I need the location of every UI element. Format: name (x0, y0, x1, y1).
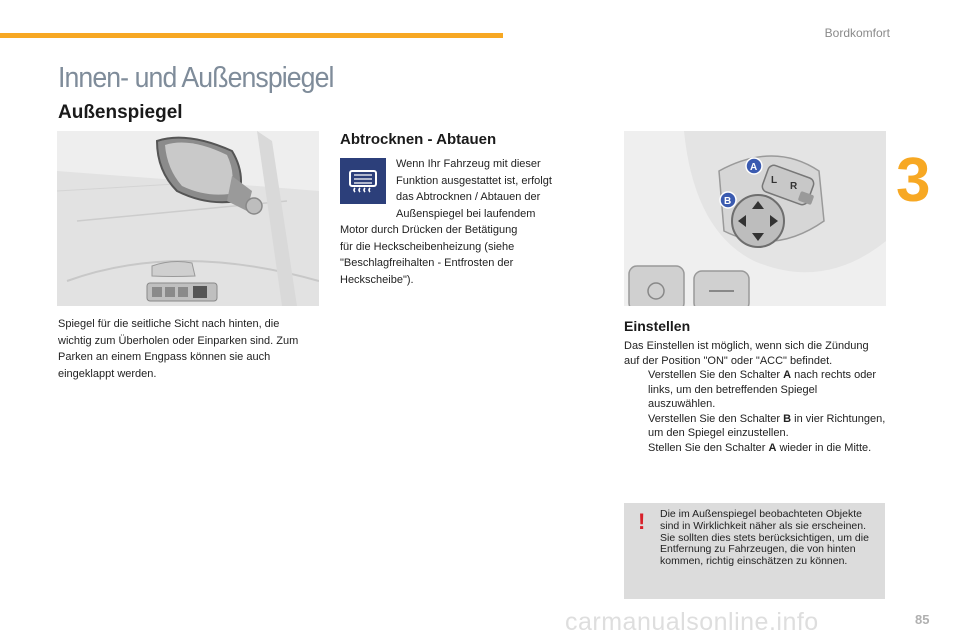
mirror-switch-photo (624, 131, 886, 306)
adjust-steps (624, 368, 886, 455)
section-label: Bordkomfort (824, 26, 890, 40)
watermark: carmanualsonline.info (565, 608, 819, 636)
switch-label-r: R (790, 181, 798, 192)
list-item: Verstellen Sie den Schalter B in vier Richtungen, um den Spiegel einzustellen. (648, 412, 886, 439)
defrost-description (340, 156, 580, 288)
top-accent-bar (0, 33, 503, 38)
defrost-line: das Abtrocknen / Abtauen der (396, 191, 541, 203)
list-item: Stellen Sie den Schalter A wieder in die Mitte. (648, 441, 872, 454)
adjust-intro: Das Einstellen ist möglich, wenn sich die Zündung auf der Position "ON" oder "ACC" befindet. (624, 340, 869, 367)
list-item: Verstellen Sie den Schalter A nach rechts oder links, um den betreffenden Spiegel auszuwählen. (648, 369, 877, 410)
defrost-line: für die Heckscheibenheizung (siehe (340, 240, 515, 253)
defrost-line: Funktion ausgestattet ist, erfolgt (396, 174, 552, 187)
warning-box (624, 503, 885, 599)
switch-label-l: L (771, 175, 778, 186)
warning-icon: ! (638, 509, 646, 534)
mirror-illustration (57, 131, 319, 306)
mirror-photo (57, 131, 319, 306)
page-title: Innen- und Außenspiegel (58, 62, 334, 94)
chapter-number: 3 (896, 146, 931, 215)
defrost-line: "Beschlagfreihalten - Entfrosten der (340, 257, 514, 269)
mirror-switch-illustration (624, 131, 886, 306)
defrost-line: Heckscheibe"). (340, 273, 414, 286)
switch-key: A (783, 369, 792, 381)
adjust-heading: Einstellen (624, 318, 691, 334)
defrost-heading: Abtrocknen - Abtauen (340, 131, 497, 148)
label-b: B (724, 196, 732, 207)
label-a: A (750, 162, 758, 173)
defrost-line: Wenn Ihr Fahrzeug mit dieser (396, 158, 541, 170)
page-number: 85 (915, 612, 930, 627)
adjust-instructions (624, 339, 886, 455)
main-heading: Außenspiegel (58, 102, 183, 123)
defrost-line: Motor durch Drücken der Betätigung (340, 224, 518, 236)
defrost-line: Außenspiegel bei laufendem (396, 207, 536, 220)
warning-text: Die im Außenspiegel beobachteten Objekte sind in Wirklichkeit näher als sie erscheinen. Sie sollten dies stets berücksichtigen, um die Entfernung zu Fahrzeugen, die von hinten kommen, richtig einschätzen zu können. (660, 508, 869, 568)
mirror-description: Spiegel für die seitliche Sicht nach hinten, die wichtig zum Überholen oder Einparken sind. Zum Parken an einem Engpass können sie auch eingeklappt werden. (58, 318, 299, 380)
switch-key: B (783, 412, 792, 425)
switch-key: A (768, 441, 777, 454)
